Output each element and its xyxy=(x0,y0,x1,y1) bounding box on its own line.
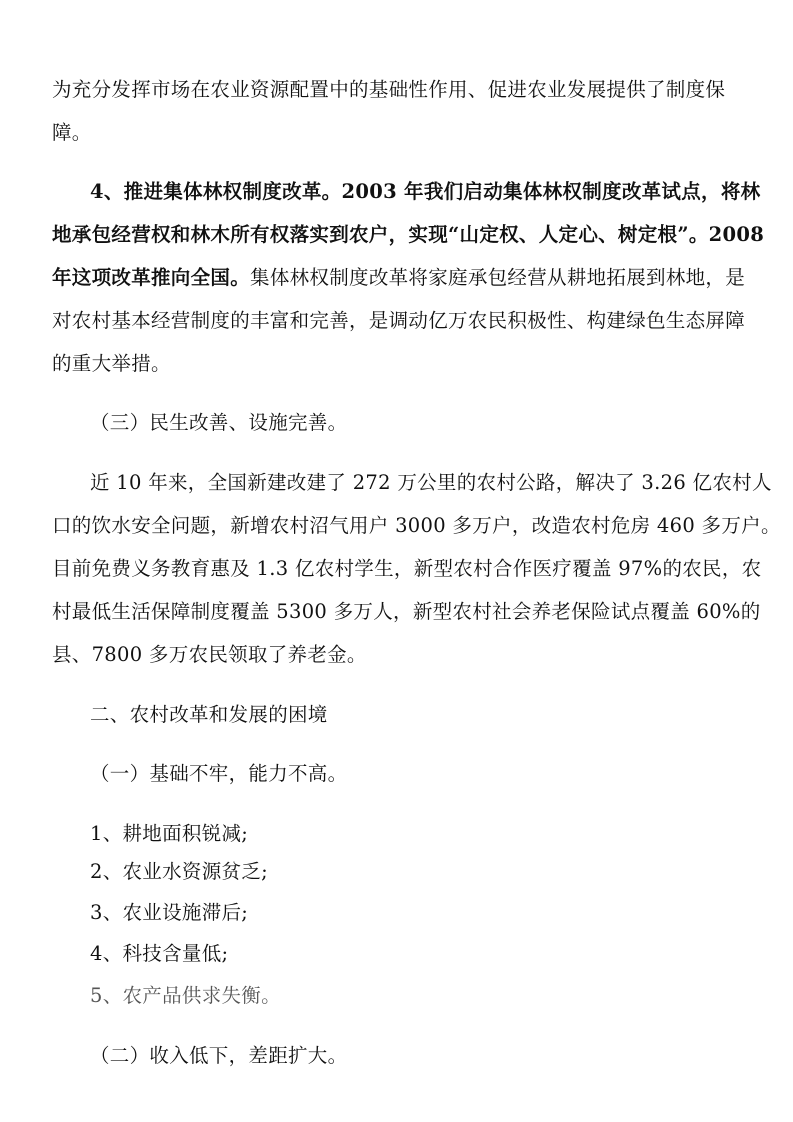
paragraph-line: 对农村基本经营制度的丰富和完善，是调动亿万农民积极性、构建绿色生态屏障 xyxy=(52,309,746,332)
list-item: 4、科技含量低; xyxy=(90,942,229,965)
paragraph-line: 的重大举措。 xyxy=(52,352,171,375)
list-item: 2、农业水资源贫乏; xyxy=(90,860,268,883)
section-heading: （三）民生改善、设施完善。 xyxy=(90,411,348,434)
section-title: 二、农村改革和发展的困境 xyxy=(90,703,328,726)
list-item: 5、农产品供求失衡。 xyxy=(90,984,281,1007)
paragraph-line: 障。 xyxy=(52,121,92,144)
bold-run: 年这项改革推向全国。 xyxy=(52,266,251,289)
list-item: 3、农业设施滞后; xyxy=(90,901,249,924)
paragraph-line: 口的饮水安全问题，新增农村沼气用户 3000 多万户，改造农村危房 460 多万户。 xyxy=(52,514,781,537)
paragraph-line: 目前免费义务教育惠及 1.3 亿农村学生，新型农村合作医疗覆盖 97%的农民，农 xyxy=(52,557,762,580)
paragraph-line-mixed xyxy=(52,264,752,292)
subsection-heading: （一）基础不牢，能力不高。 xyxy=(90,762,348,785)
paragraph-line-bold: 地承包经营权和林木所有权落实到农户，实现“山定权、人定心、树定根”。2008 xyxy=(52,223,765,246)
paragraph-line: 县、7800 多万农民领取了养老金。 xyxy=(52,643,367,666)
paragraph-line: 村最低生活保障制度覆盖 5300 多万人，新型农村社会养老保险试点覆盖 60%的 xyxy=(52,600,761,623)
normal-run: 集体林权制度改革将家庭承包经营从耕地拓展到林地，是 xyxy=(250,266,746,289)
paragraph-line: 为充分发挥市场在农业资源配置中的基础性作用、促进农业发展提供了制度保 xyxy=(52,78,726,101)
paragraph-line-bold: 4、推进集体林权制度改革。2003 年我们启动集体林权制度改革试点，将林 xyxy=(90,180,761,203)
list-item: 1、耕地面积锐减; xyxy=(90,822,249,845)
subsection-heading: （二）收入低下，差距扩大。 xyxy=(90,1044,348,1067)
paragraph-line: 近 10 年来，全国新建改建了 272 万公里的农村公路，解决了 3.26 亿农村人 xyxy=(90,471,772,494)
